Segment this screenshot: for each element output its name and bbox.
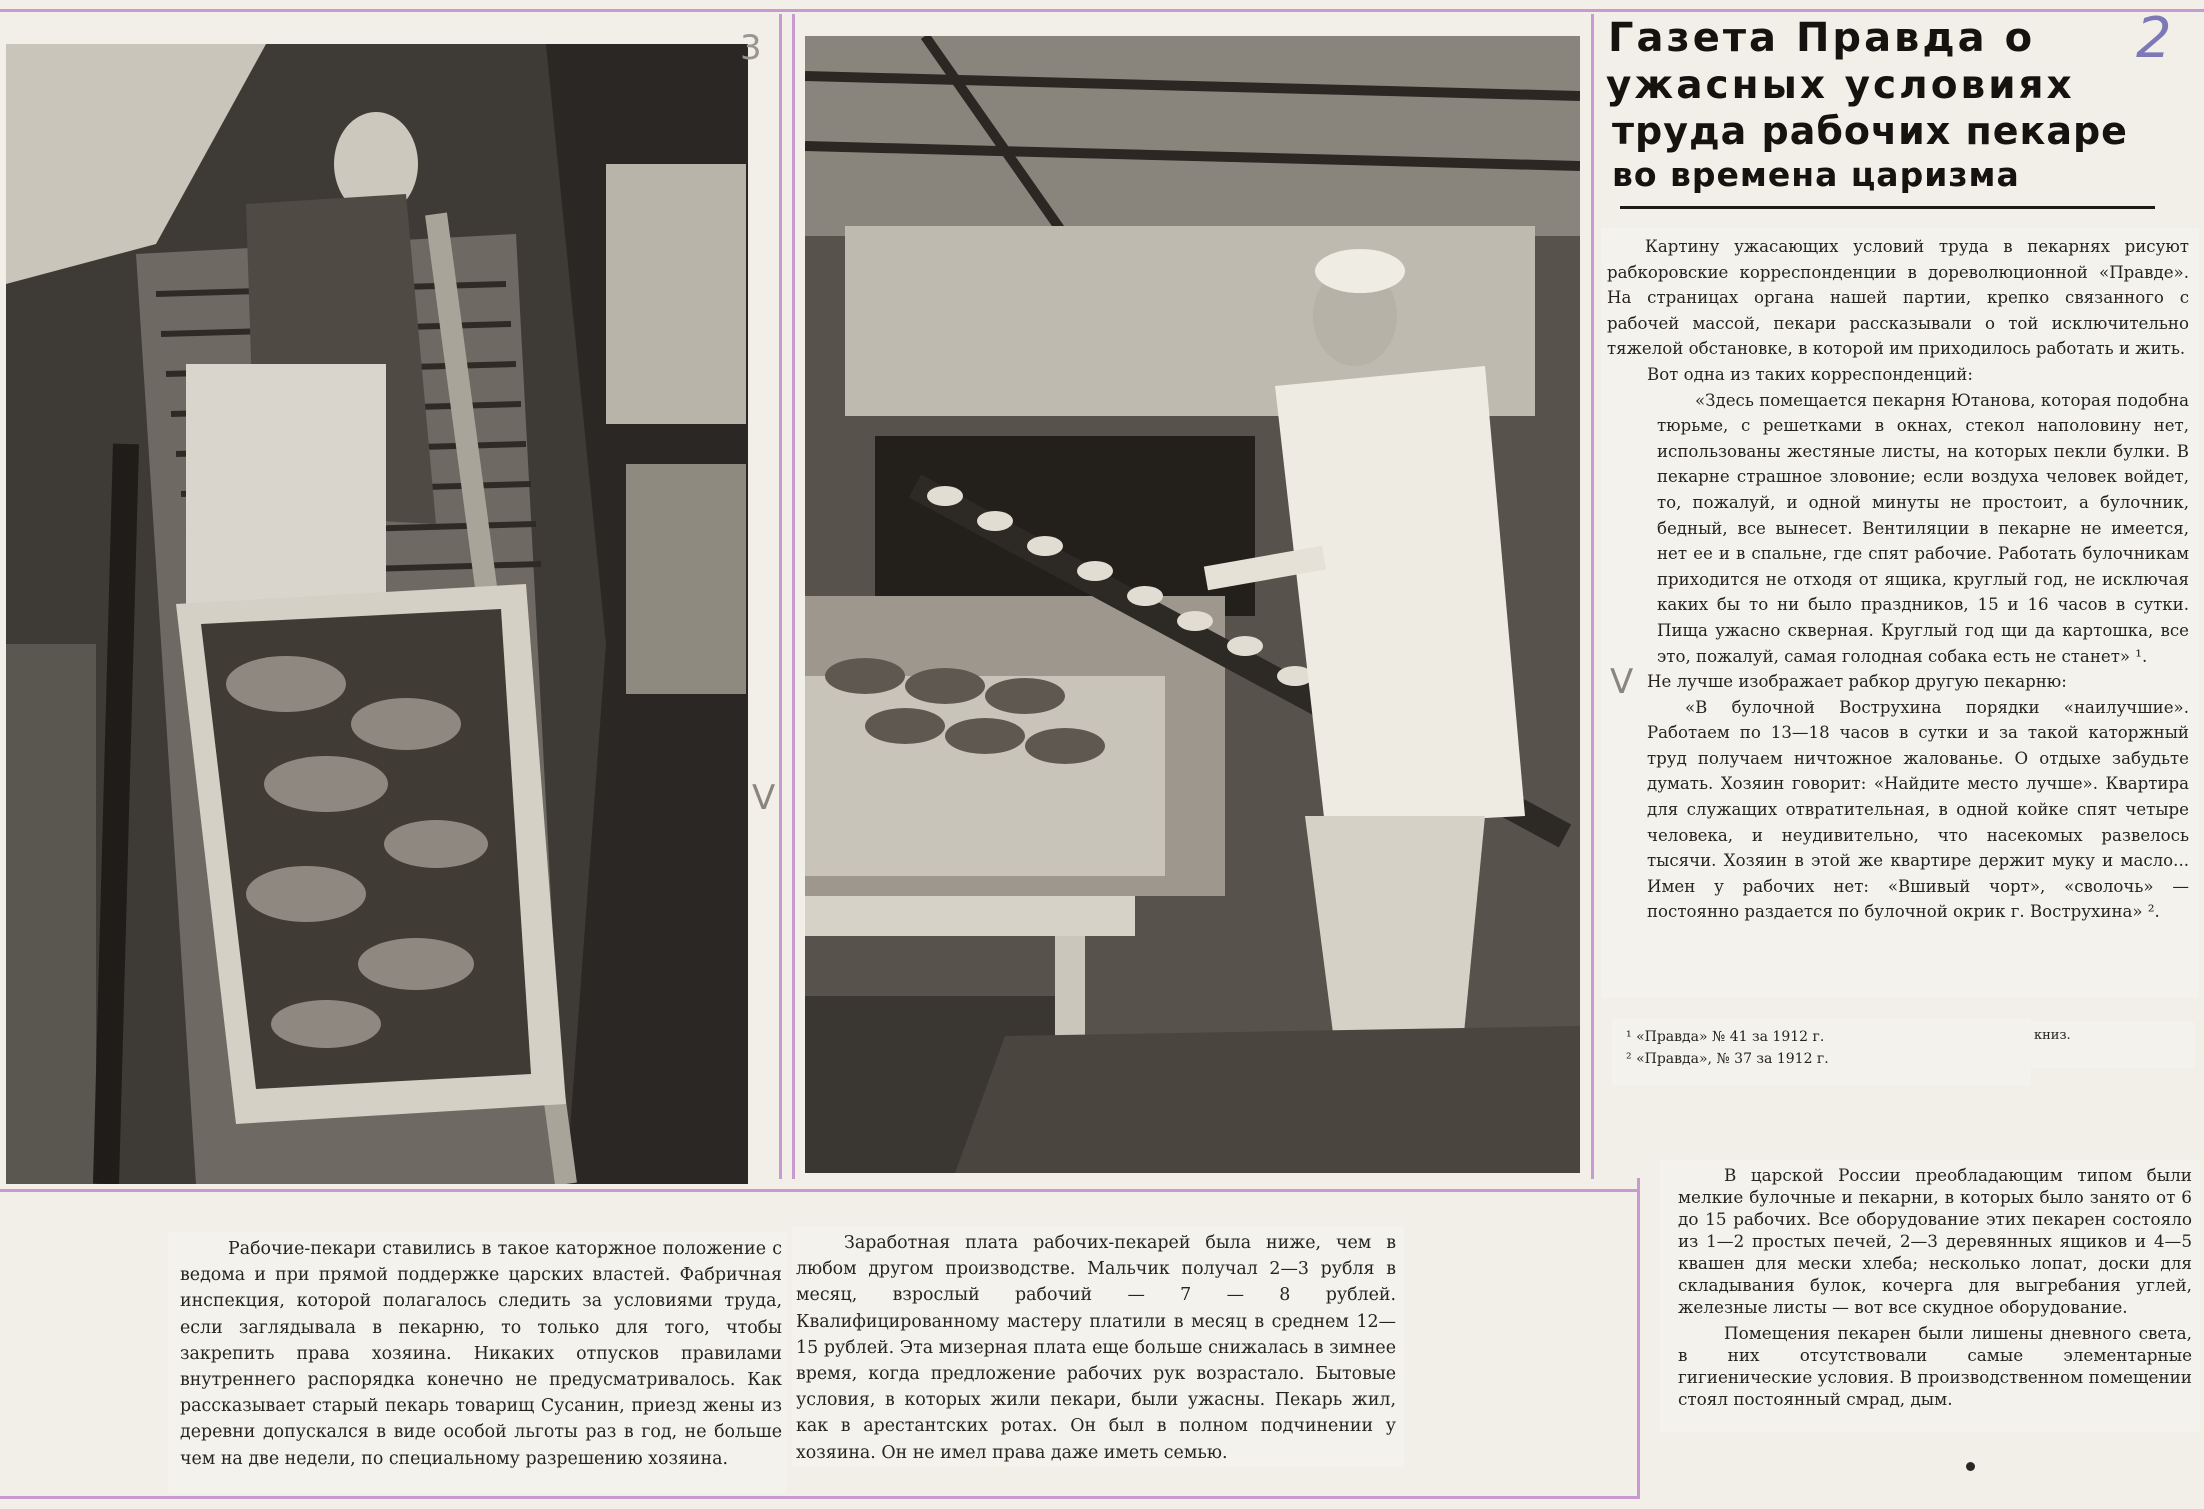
article-lead: Вот одна из таких корреспонденций: [1647,364,1973,384]
article-intro: Картину ужасающих условий труда в пекарнях рисуют рабкоровские корреспонденции в дореволюционной «Правде». На страницах органа нашей партии, крепко связанного с рабочей массой, пекари рассказывали о той исключительно тяжелой обстановке, в которой им приходилось работать и жить. [1607,237,2189,359]
ink-dot [1966,1462,1975,1471]
heading-line-3: труда рабочих пекаре [1612,109,2128,153]
article-lead-2: Не лучше изображает рабкор другую пекарню: [1647,672,2067,692]
pencil-mark-3: 3 [740,28,762,68]
article-quote-2: «В булочной Вострухина порядки «наилучшие». Работаем по 13—18 часов в сутки и за такой каторжный труд получаем ничтожное жалованье. О отдыхе забудьте думать. Хозяин говорит: «Найдите место лучше». Квартира для служащих отвратительная, в одной койке спят четыре человека, и неудивительно, что насекомых развелось тысячи. Хозяин в этой же квартире держит муку и масло... Имен у рабочих нет: «Вшивый чорт», «сволочь» — постоянно раздается по булочной окрик г. Вострухина» ². [1647,697,2189,922]
guide-line-right-bottom [1637,1178,1640,1498]
guide-line-footer [0,1496,1640,1499]
article-clipping [1601,228,2199,998]
guide-line-bottom [0,1189,1640,1192]
article-quote-1: «Здесь помещается пекарня Ютанова, которая подобна тюрьме, с решетками в окнах, стекол наполовину нет, использованы жестяные листы, на которых пекли булки. В пекарне страшное зловоние; если воздуха человек войдет, то, пожалуй, и одной минуты не простоит, а булочник, бедный, все вынесет. Вентиляции в пекарне не имеется, нет ее и в спальне, где спят рабочие. Работать булочникам приходится не отходя от ящика, круглый год, не исключая каких бы то ни было праздников, 15 и 16 часов в сутки. Пища ужасно скверная. Круглый год щи да картошка, все это, пожалуй, самая голодная собака есть не станет» ¹. [1657,390,2189,666]
photo-baker-at-oven [805,36,1580,1173]
guide-line-left-photo-right [779,14,782,1179]
heading-line-2: ужасных условиях [1606,63,2075,108]
text-bottom-middle: Заработная плата рабочих-пекарей была ниже, чем в любом другом производстве. Мальчик получал 2—3 рубля в месяц, взрослый рабочий — 7 — 8 рублей. Квалифицированному мастеру платили в месяц в среднем 12—15 рублей. Эта мизерная плата еще больше снижалась в зимнее время, когда предложение рабочих рук возрастало. Бытовые условия, в которых жили пекари, были ужасны. Пекарь жил, как в арестантских ротах. Он был в полном подчинении у хозяина. Он не имел права даже иметь семью. [796,1233,1396,1463]
text-bottom-left: Рабочие-пекари ставились в такое каторжное положение с ведома и при прямой поддержке царских властей. Фабричная инспекция, которой полагалось следить за условиями труда, если заглядывала в пекарню, то только для того, чтобы закрепить права хозяина. Никаких отпусков правилами внутреннего распорядка конечно не предусматривалось. Как рассказывает старый пекарь товарищ Сусанин, приезд жены из деревни допускался в виде особой льготы раз в год, не больше чем на две недели, по специальному разрешению хозяина. [180,1239,782,1469]
pencil-mark-check-right: V [1610,662,1634,702]
clipping-bottom-left [168,1232,786,1494]
footnote-2: ² «Правда», № 37 за 1912 г. [1626,1051,1829,1067]
photo-baker-on-stairs [6,44,748,1184]
text-bottom-right-2: Помещения пекарен были лишены дневного света, в них отсутствовали самые элементарные гигиенические условия. В производственном помещении стоял постоянный смрад, дым. [1678,1323,2192,1409]
heading-line-1: Газета Правда о [1608,15,2036,61]
oven-scene [805,36,1580,1173]
footnote-1: ¹ «Правда» № 41 за 1912 г. [1626,1029,1825,1045]
guide-line-top [0,9,2204,12]
guide-line-right [1591,14,1594,1179]
clipping-bottom-right [1660,1160,2200,1432]
torn-scrap [2022,1022,2194,1068]
clipping-bottom-middle [792,1226,1404,1466]
stairs-bread-scene [6,44,748,1184]
page-number: 2 [2136,6,2172,71]
heading-line-4: во времена царизма [1612,155,2020,194]
heading-underline [1620,206,2155,209]
footnotes-clipping [1612,1018,2031,1086]
text-bottom-right-1: В царской России преобладающим типом были мелкие булочные и пекарни, в которых было занято от 6 до 15 рабочих. Все оборудование этих пекарен состояло из 1—2 простых печей, 2—3 деревянных ящиков и 4—5 квашен для мески хлеба; несколько лопат, доски для складывания булок, кочерга для выгребания углей, железные листы — вот все скудное оборудование. [1678,1165,2192,1317]
pencil-mark-check-left: V [752,778,776,818]
guide-line-middle [792,14,795,1179]
torn-scrap-text: книз. [2034,1028,2071,1043]
